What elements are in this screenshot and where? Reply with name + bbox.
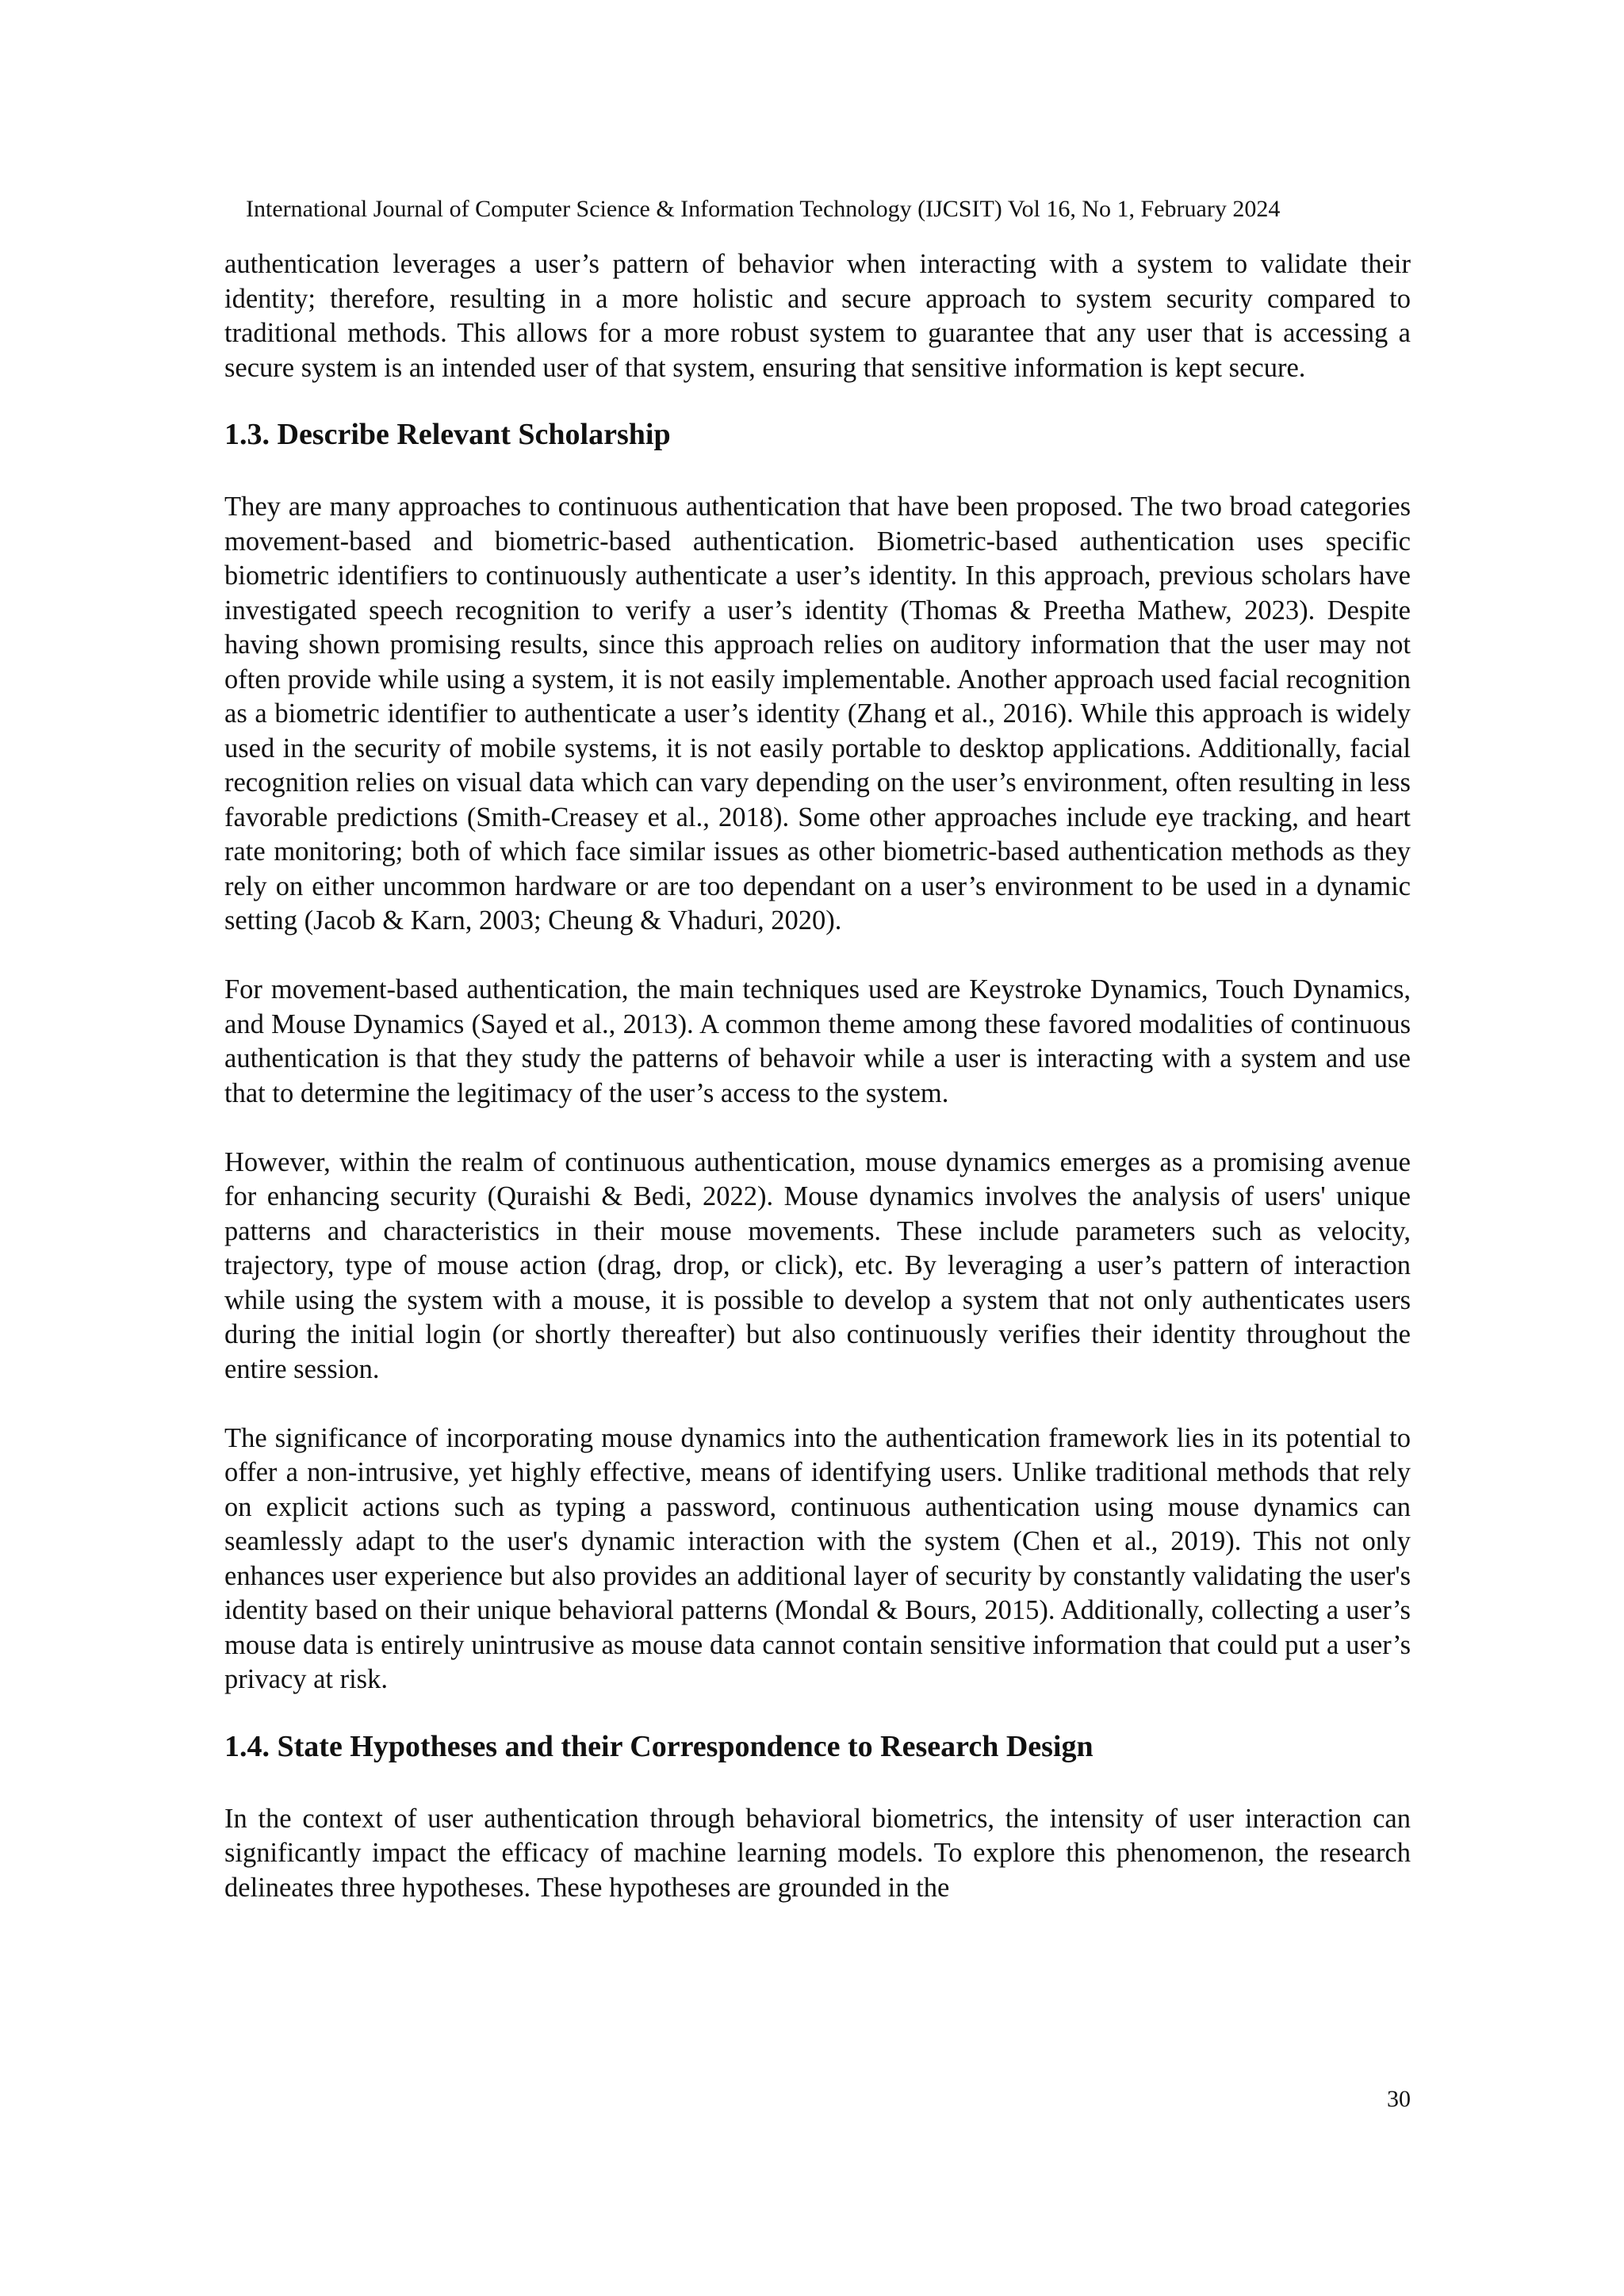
paragraph-mouse-dynamics: However, within the realm of continuous authentication, mouse dynamics emerges as a promising avenue for enhancing security (Quraishi & Bedi, 2022). Mouse dynamics involves the analysis of users' unique patterns and characteristics in their mouse movements. These include parameters such as velocity, trajectory, type of mouse action (drag, drop, or click), etc. By leveraging a user’s pattern of interaction while using the system with a mouse, it is possible to develop a system that not only authenticates users during the initial login (or shortly thereafter) but also continuously verifies their identity throughout the entire session.: [224, 1146, 1411, 1384]
running-header: International Journal of Computer Science & Information Technology (IJCSIT) Vol 16, No 1, February 2024: [246, 196, 1281, 222]
paragraph-scholarship-approaches: They are many approaches to continuous authentication that have been proposed. The two broad categories movement-based and biometric-based authentication. Biometric-based authentication uses specific biometric identifiers to continuously authenticate a user’s identity. In this approach, previous scholars have investigated speech recognition to verify a user’s identity (Thomas & Preetha Mathew, 2023). Despite having shown promising results, since this approach relies on auditory information that the user may not often provide while using a system, it is not easily implementable. Another approach used facial recognition as a biometric identifier to authenticate a user’s identity (Zhang et al., 2016). While this approach is widely used in the security of mobile systems, it is not easily portable to desktop applications. Additionally, facial recognition relies on visual data which can vary depending on the user’s environment, often resulting in less favorable predictions (Smith-Creasey et al., 2018). Some other approaches include eye tracking, and heart rate monitoring; both of which face similar issues as other biometric-based authentication methods as they rely on either uncommon hardware or are too dependant on a user’s environment to be used in a dynamic setting (Jacob & Karn, 2003; Cheung & Vhaduri, 2020).: [224, 492, 1411, 936]
section-heading-1-3: 1.3. Describe Relevant Scholarship: [224, 418, 671, 451]
intro-paragraph: authentication leverages a user’s pattern of behavior when interacting with a system to validate their identity; therefore, resulting in a more holistic and secure approach to system security compared to traditional methods. This allows for a more robust system to guarantee that any user that is accessing a secure system is an intended user of that system, ensuring that sensitive information is kept secure.: [224, 249, 1411, 383]
page-number: 30: [1387, 2086, 1411, 2112]
paragraph-movement-based: For movement-based authentication, the main techniques used are Keystroke Dynamics, Touch Dynamics, and Mouse Dynamics (Sayed et al., 2013). A common theme among these favored modalities of continuous authentication is that they study the patterns of behavoir while a user is interacting with a system and use that to determine the legitimacy of the user’s access to the system.: [224, 974, 1411, 1108]
section-heading-1-4: 1.4. State Hypotheses and their Correspondence to Research Design: [224, 1729, 1094, 1763]
paragraph-significance: The significance of incorporating mouse dynamics into the authentication framework lies in its potential to offer a non-intrusive, yet highly effective, means of identifying users. Unlike traditional methods that rely on explicit actions such as typing a password, continuous authentication using mouse dynamics can seamlessly adapt to the user's dynamic interaction with the system (Chen et al., 2019). This not only enhances user experience but also provides an additional layer of security by constantly validating the user's identity based on their unique behavioral patterns (Mondal & Bours, 2015). Additionally, collecting a user’s mouse data is entirely unintrusive as mouse data cannot contain sensitive information that could put a user’s privacy at risk.: [224, 1422, 1411, 1694]
body-text: [224, 247, 1411, 1905]
paragraph-hypotheses: In the context of user authentication through behavioral biometrics, the intensity of user interaction can significantly impact the efficacy of machine learning models. To explore this phenomenon, the research delineates three hypotheses. These hypotheses are grounded in the: [224, 1803, 1411, 1903]
